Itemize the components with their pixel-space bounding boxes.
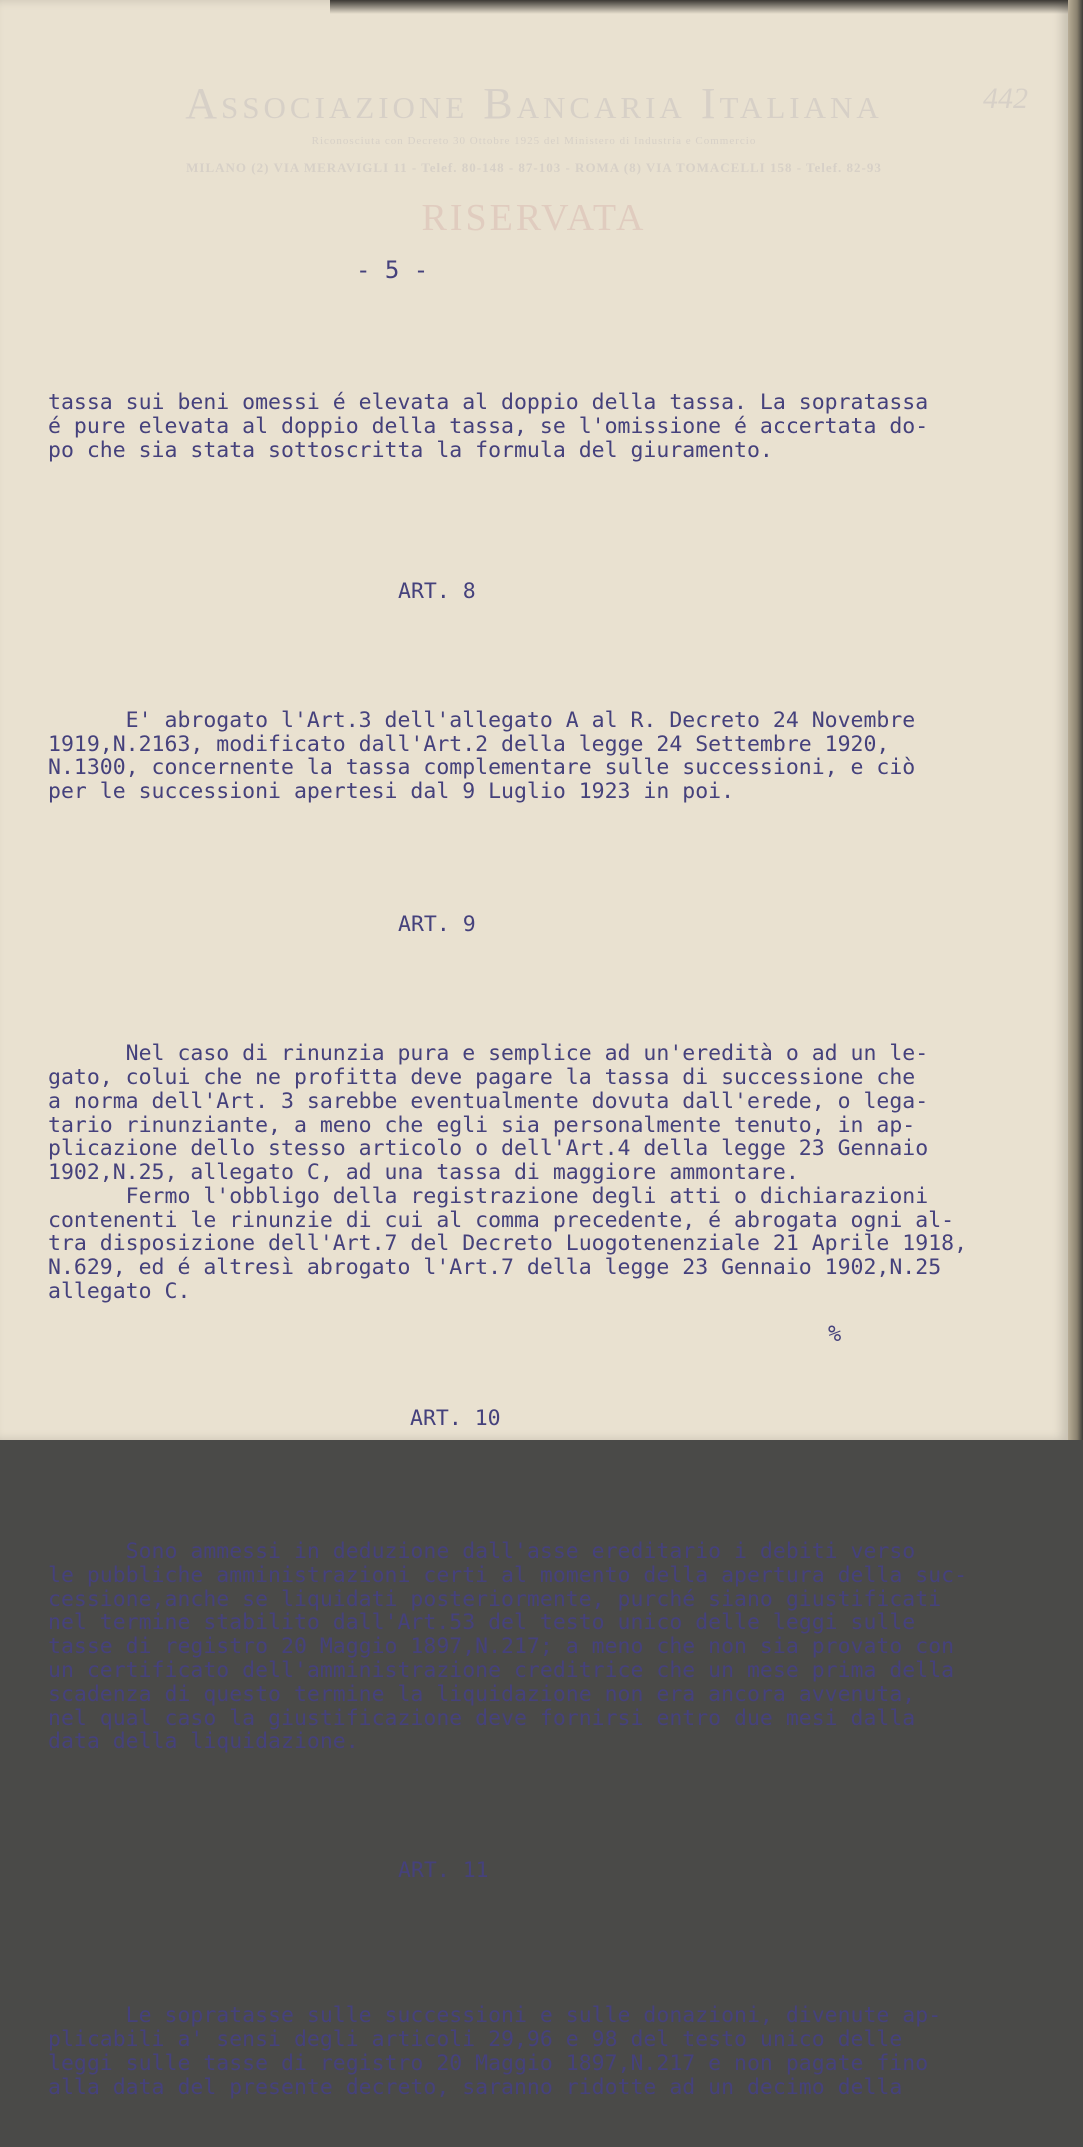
letterhead-name: Associazione Bancaria Italiana bbox=[185, 79, 883, 128]
article-8-text bbox=[48, 709, 968, 804]
text-line: plicabili a' sensi degli articoli 29,96 e 98 del testo unico delle bbox=[48, 2027, 903, 2053]
text-line: contenenti le rinunzie di cui al comma precedente, é abrogata ogni al- bbox=[48, 1207, 955, 1233]
text-line: N.629, ed é altresì abrogato l'Art.7 della legge 23 Gennaio 1902,N.25 bbox=[48, 1255, 942, 1281]
text-line: data della liquidazione. bbox=[48, 1729, 359, 1755]
text-line: E' abrogato l'Art.3 dell'allegato A al R. Decreto 24 Novembre bbox=[48, 707, 916, 733]
text-line: allegato C. bbox=[48, 1279, 191, 1305]
text-line: N.1300, concernente la tassa complementare sulle successioni, e ciò bbox=[48, 755, 916, 781]
text-line: per le successioni apertesi dal 9 Luglio 1923 in poi. bbox=[48, 779, 735, 805]
article-9-text bbox=[48, 1042, 968, 1304]
page-top-shadow bbox=[330, 0, 1068, 14]
text-line: tario rinunziante, a meno che egli sia personalmente tenuto, in ap- bbox=[48, 1112, 916, 1138]
letterhead-address: MILANO (2) VIA MERAVIGLI 11 - Telef. 80-148 - 87-103 - ROMA (8) VIA TOMACELLI 158 - Telef. 82-93 bbox=[186, 160, 882, 175]
text-line: 1919,N.2163, modificato dall'Art.2 della legge 24 Settembre 1920, bbox=[48, 731, 890, 757]
document-number: 442 bbox=[983, 82, 1028, 115]
typed-body bbox=[48, 250, 968, 2147]
text-line: tassa sui beni omessi é elevata al doppio della tassa. La sopratassa bbox=[48, 390, 929, 416]
text-line: leggi sulle tasse di registro 20 Maggio 1897,N.217 e non pagate fino bbox=[48, 2050, 929, 2076]
text-line: Nel caso di rinunzia pura e semplice ad un'eredità o ad un le- bbox=[48, 1041, 929, 1067]
text-line: un certificato dell'amministrazione creditrice che un mese prima della bbox=[48, 1658, 955, 1684]
paragraph-intro bbox=[48, 391, 968, 462]
continuation-mark: % bbox=[828, 1322, 842, 1347]
text-line: cessione,anche se liquidati posteriormente, purché siano giustificati bbox=[48, 1586, 942, 1612]
letterhead-subtitle: Riconosciuta con Decreto 30 Ottobre 1925 del Ministero di Industria e Commercio bbox=[311, 135, 757, 147]
text-line: a norma dell'Art. 3 sarebbe eventualmente dovuta dall'erede, o lega- bbox=[48, 1088, 929, 1114]
text-line: é pure elevata al doppio della tassa, se l'omissione é accertata do- bbox=[48, 413, 929, 439]
text-line: nel termine stabilito dall'Art.53 del testo unico delle leggi sulle bbox=[48, 1610, 916, 1636]
article-9-heading: ART. 9 bbox=[398, 912, 476, 938]
text-line: Fermo l'obbligo della registrazione degli atti o dichiarazioni bbox=[48, 1183, 929, 1209]
text-line: Sono ammessi in deduzione dall'asse ereditario i debiti verso bbox=[48, 1539, 916, 1565]
page-edge bbox=[1068, 0, 1083, 1440]
text-line: tra disposizione dell'Art.7 del Decreto Luogotenenziale 21 Aprile 1918, bbox=[48, 1231, 968, 1257]
article-8-heading: ART. 8 bbox=[398, 578, 476, 604]
text-line: plicazione dello stesso articolo o dell'Art.4 della legge 23 Gennaio bbox=[48, 1136, 929, 1162]
article-10-heading: ART. 10 bbox=[410, 1406, 501, 1432]
text-line: nel qual caso la giustificazione deve fornirsi entro due mesi dalla bbox=[48, 1705, 916, 1731]
article-10-text bbox=[48, 1540, 968, 1754]
text-line: scadenza di questo termine la liquidazione non era ancora avvenuta, bbox=[48, 1681, 916, 1707]
text-line: po che sia stata sottoscritta la formula del giuramento. bbox=[48, 437, 773, 463]
riservata-stamp: RISERVATA bbox=[421, 197, 647, 239]
article-11-text bbox=[48, 2004, 968, 2099]
text-line: tasse di registro 20 Maggio 1897,N.217; a meno che non sia provato con bbox=[48, 1634, 955, 1660]
text-line: gato, colui che ne profitta deve pagare la tassa di successione che bbox=[48, 1064, 916, 1090]
text-line: alla data del presente decreto, saranno ridotte ad un decimo della bbox=[48, 2074, 903, 2100]
article-11-heading: ART. 11 bbox=[398, 1858, 489, 1884]
text-line: le pubbliche amministrazioni certi al momento della apertura della suc- bbox=[48, 1562, 968, 1588]
text-line: 1902,N.25, allegato C, ad una tassa di maggiore ammontare. bbox=[48, 1160, 799, 1186]
page-number: - 5 - bbox=[356, 256, 429, 284]
text-line: Le sopratasse sulle successioni e sulle donazioni, divenute ap- bbox=[48, 2003, 942, 2029]
